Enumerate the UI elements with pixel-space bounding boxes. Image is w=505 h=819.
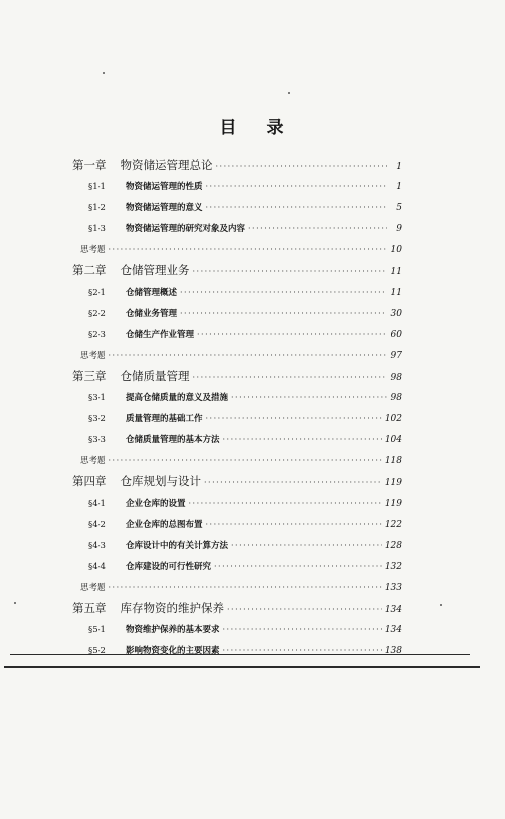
toc-number: §4-2 [88, 519, 106, 530]
toc-section-row [72, 324, 402, 345]
dot-leader [206, 514, 382, 535]
toc-section-row [72, 387, 402, 408]
toc-number: 第三章 [72, 368, 107, 383]
toc-number: §1-2 [88, 203, 106, 214]
toc-page-number: 122 [384, 519, 402, 530]
toc-entry-title: 影响物资变化的主要因素 [126, 646, 220, 657]
dot-leader [109, 345, 387, 366]
dot-leader [231, 387, 387, 408]
toc-entry-title: 仓库建设的可行性研究 [126, 561, 212, 572]
toc-page-number: 1 [396, 162, 402, 172]
toc-page-number: 134 [384, 625, 402, 636]
dot-leader [206, 197, 387, 218]
dot-leader [216, 156, 388, 177]
toc-entry-title: 物资储运管理总论 [120, 158, 213, 172]
toc-number: §1-3 [88, 224, 106, 235]
toc-page-number: 118 [384, 456, 402, 467]
toc-page-number: 11 [390, 287, 402, 298]
toc-entry-title: 仓库设计中的有关计算方法 [126, 540, 229, 551]
toc-entry-title: 物资储运管理的研究对象及内容 [126, 224, 246, 235]
toc-section-row [72, 282, 402, 303]
toc-entry-title: 企业仓库的设置 [126, 498, 186, 509]
toc-page-number: 119 [384, 498, 402, 509]
toc-page-number: 104 [384, 435, 402, 446]
toc-exercise-row [72, 577, 402, 598]
toc-section-row [72, 197, 402, 218]
toc-chapter-row [72, 366, 402, 387]
toc-page-number: 9 [396, 224, 402, 235]
toc-entry-title: 企业仓库的总图布置 [126, 519, 203, 530]
toc-page-number: 102 [384, 414, 402, 425]
toc-page-number: 97 [390, 350, 402, 361]
toc-page-number: 128 [384, 540, 402, 551]
toc-entry-title: 仓储质量管理 [120, 368, 190, 383]
toc-page-number: 60 [390, 329, 402, 340]
bottom-rule-upper [10, 654, 470, 655]
toc-entry-title: 质量管理的基础工作 [126, 414, 203, 425]
table-of-contents [72, 155, 402, 661]
dot-leader [109, 450, 382, 471]
toc-entry-title: 思考题 [80, 350, 106, 361]
dot-leader [248, 218, 387, 239]
toc-section-row [72, 303, 402, 324]
dot-leader [223, 640, 382, 661]
toc-number: §3-3 [88, 435, 106, 446]
toc-number: §2-3 [88, 329, 106, 340]
toc-section-row [72, 429, 402, 450]
toc-section-row [72, 176, 402, 197]
toc-number: 第四章 [72, 474, 107, 489]
toc-number: §4-3 [88, 540, 106, 551]
dot-leader [204, 472, 382, 493]
toc-section-row [72, 535, 402, 556]
toc-page-number: 10 [390, 245, 402, 256]
toc-page-number: 1 [396, 182, 402, 193]
dot-leader [193, 367, 388, 388]
toc-chapter-row [72, 598, 402, 619]
page-title [0, 113, 505, 138]
toc-section-row [72, 408, 402, 429]
dot-leader [206, 408, 382, 429]
toc-page-number: 132 [384, 561, 402, 572]
toc-entry-title: 仓库规划与设计 [120, 474, 201, 489]
toc-entry-title: 仓储管理概述 [126, 287, 178, 298]
dot-leader [206, 176, 387, 197]
toc-entry-title: 思考题 [80, 245, 106, 256]
toc-entry-title: 物资维护保养的基本要求 [126, 625, 220, 636]
toc-page-number: 98 [390, 393, 402, 404]
toc-entry-title: 提高仓储质量的意义及措施 [126, 393, 229, 404]
toc-page-number: 5 [396, 203, 402, 214]
dot-leader [197, 324, 387, 345]
toc-section-row [72, 619, 402, 640]
toc-chapter-row [72, 260, 402, 281]
toc-entry-title: 思考题 [80, 582, 106, 593]
toc-entry-title: 仓储业务管理 [126, 308, 178, 319]
toc-number: §3-1 [88, 393, 106, 404]
dot-leader [227, 599, 382, 620]
toc-exercise-row [72, 345, 402, 366]
dot-leader [180, 282, 387, 303]
toc-section-row [72, 640, 402, 661]
dot-leader [193, 261, 388, 282]
dot-leader [231, 535, 382, 556]
dot-leader [223, 619, 382, 640]
toc-number: §4-1 [88, 498, 106, 509]
dot-leader [189, 493, 382, 514]
toc-chapter-row [72, 471, 402, 492]
toc-number: 第五章 [72, 600, 107, 615]
toc-entry-title: 物资储运管理的意义 [126, 203, 203, 214]
toc-exercise-row [72, 450, 402, 471]
toc-entry-title: 仓储生产作业管理 [126, 329, 195, 340]
title-char-2: 录 [266, 118, 286, 138]
toc-number: §5-2 [88, 646, 106, 657]
toc-chapter-row [72, 155, 402, 176]
toc-number: §3-2 [88, 414, 106, 425]
toc-page-number: 119 [384, 478, 402, 489]
title-char-1: 目 [219, 118, 239, 138]
toc-section-row [72, 514, 402, 535]
toc-exercise-row [72, 239, 402, 260]
toc-section-row [72, 493, 402, 514]
toc-page-number: 134 [384, 604, 402, 615]
toc-number: §4-4 [88, 561, 106, 572]
toc-page-number: 133 [384, 582, 402, 593]
toc-page-number: 98 [390, 372, 402, 383]
toc-section-row [72, 218, 402, 239]
toc-page-number: 11 [390, 267, 402, 278]
bottom-rule-lower [4, 666, 480, 668]
toc-page-number: 138 [384, 646, 402, 657]
dot-leader [223, 429, 382, 450]
toc-entry-title: 仓储管理业务 [120, 263, 190, 278]
dot-leader [109, 239, 387, 260]
toc-number: 第一章 [72, 158, 107, 172]
toc-entry-title: 仓储质量管理的基本方法 [126, 435, 220, 446]
toc-number: §1-1 [88, 182, 106, 193]
toc-number: §5-1 [88, 625, 106, 636]
toc-entry-title: 物资储运管理的性质 [126, 182, 203, 193]
toc-page-number: 30 [390, 308, 402, 319]
toc-entry-title: 思考题 [80, 456, 106, 467]
toc-number: §2-1 [88, 287, 106, 298]
dot-leader [214, 556, 382, 577]
toc-section-row [72, 556, 402, 577]
toc-number: 第二章 [72, 263, 107, 278]
dot-leader [180, 303, 387, 324]
toc-entry-title: 库存物资的维护保养 [120, 600, 224, 615]
toc-number: §2-2 [88, 308, 106, 319]
dot-leader [109, 577, 382, 598]
